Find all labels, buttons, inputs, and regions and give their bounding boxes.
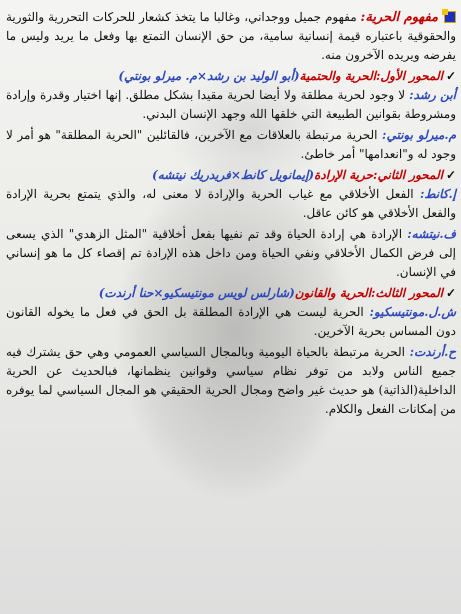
axis-1-paragraph-2-lead: م.ميرلو بونتي: [382, 128, 456, 142]
axis-3-paragraph-2 [6, 343, 456, 419]
axis-2-paragraph-2 [6, 225, 456, 282]
intro-paragraph [6, 8, 456, 65]
intro-lead: مفهوم الحرية: [360, 10, 438, 25]
intro-text: مفهوم جميل ووجداني، وغالبا ما يتخذ كشعار للحركات التحررية والثورية والحقوقية باعتباره قيمة إنسانية سامية، من حق الإنسان التمتع بها وفعل ما يريد وليس ما يفرضه ويريده الآخرون منه. [6, 10, 456, 62]
axis-2-authors: (إيمانويل كانط×فريدريك نيتشه) [152, 168, 315, 182]
axis-2-paragraph-1 [6, 185, 456, 223]
axis-3-paragraph-2-lead: ح.أرندت: [409, 345, 456, 359]
axis-1-title: المحور الأول:الحرية والحتمية [299, 69, 443, 83]
axis-3-authors: (شارلس لويس مونتيسكيو×حنا أرندت) [98, 286, 295, 300]
axis-1-paragraph-1-lead: أبن رشد: [409, 88, 456, 102]
axis-2-heading [6, 166, 456, 185]
axis-2-title: المحور الثاني:حرية الإرادة [314, 168, 443, 182]
document-body [6, 8, 456, 421]
axis-1-paragraph-1-text: لا وجود لحرية مطلقة ولا أيضا لحرية مقيدا بشكل مطلق. إنها اختيار وقدرة وإرادة ومشروطة بقوانين الطبيعة التي خلقها الله وجهد الإنسان البدني. [6, 88, 456, 121]
axis-2-paragraph-2-text: الإرادة هي إرادة الحياة وقد تم نفيها بفعل أخلاقية "المثل الزهدي" الذي يسعى إلى فرض الكمال الأخلاقي ونفي الحياة ومن داخل هذه الإرادة تم إقصاء كل ما هو إنساني في الإنسان. [6, 227, 456, 279]
axis-3-paragraph-1 [6, 303, 456, 341]
axis-3-paragraph-1-text: الحرية ليست هي الإرادة المطلقة بل الحق في فعل ما يخوله القانون دون المساس بحرية الآخرين. [6, 305, 456, 338]
axis-3-heading [6, 284, 456, 303]
checkmark-icon: ✓ [445, 168, 456, 182]
axis-2-paragraph-1-lead: إ.كانط: [419, 187, 456, 201]
checkmark-icon: ✓ [445, 286, 456, 300]
checkmark-icon: ✓ [445, 69, 456, 83]
axis-1-authors: (أبو الوليد بن رشد×م. ميرلو بونتي) [118, 69, 300, 83]
flag-bullet-icon [442, 9, 456, 23]
axis-3-paragraph-2-text: الحرية مرتبطة بالحياة اليومية وبالمجال السياسي العمومي وهي حق يشترك فيه جميع الناس ولابد من توفر نظام سياسي وقوانين ينظمانها، فبالحديث عن الحرية الداخلية(الذاتية) هو حديث غير واضح ومجال الحرية الحقيقي هو المجال السياسي لما يوفره من إمكانات الفعل والكلام. [6, 345, 456, 416]
axis-1-paragraph-2 [6, 126, 456, 164]
axis-1-paragraph-2-text: الحرية مرتبطة بالعلاقات مع الآخرين، فالقائلين "الحرية المطلقة" هو أمر لا وجود له و"انعدامها" أمر خاطئ. [6, 128, 456, 161]
axis-1-heading [6, 67, 456, 86]
axis-3-paragraph-1-lead: ش.ل.مونتيسكيو: [369, 305, 456, 319]
axis-1-paragraph-1 [6, 86, 456, 124]
axis-2-paragraph-1-text: الفعل الأخلاقي مع غياب الحرية والإرادة لا معنى له، والذي يتمتع بحرية الإرادة والفعل الأخلاقي هو كائن عاقل. [6, 187, 456, 220]
axis-2-paragraph-2-lead: ف.نيتشه: [407, 227, 456, 241]
axis-3-title: المحور الثالث:الحرية والقانون [294, 286, 443, 300]
